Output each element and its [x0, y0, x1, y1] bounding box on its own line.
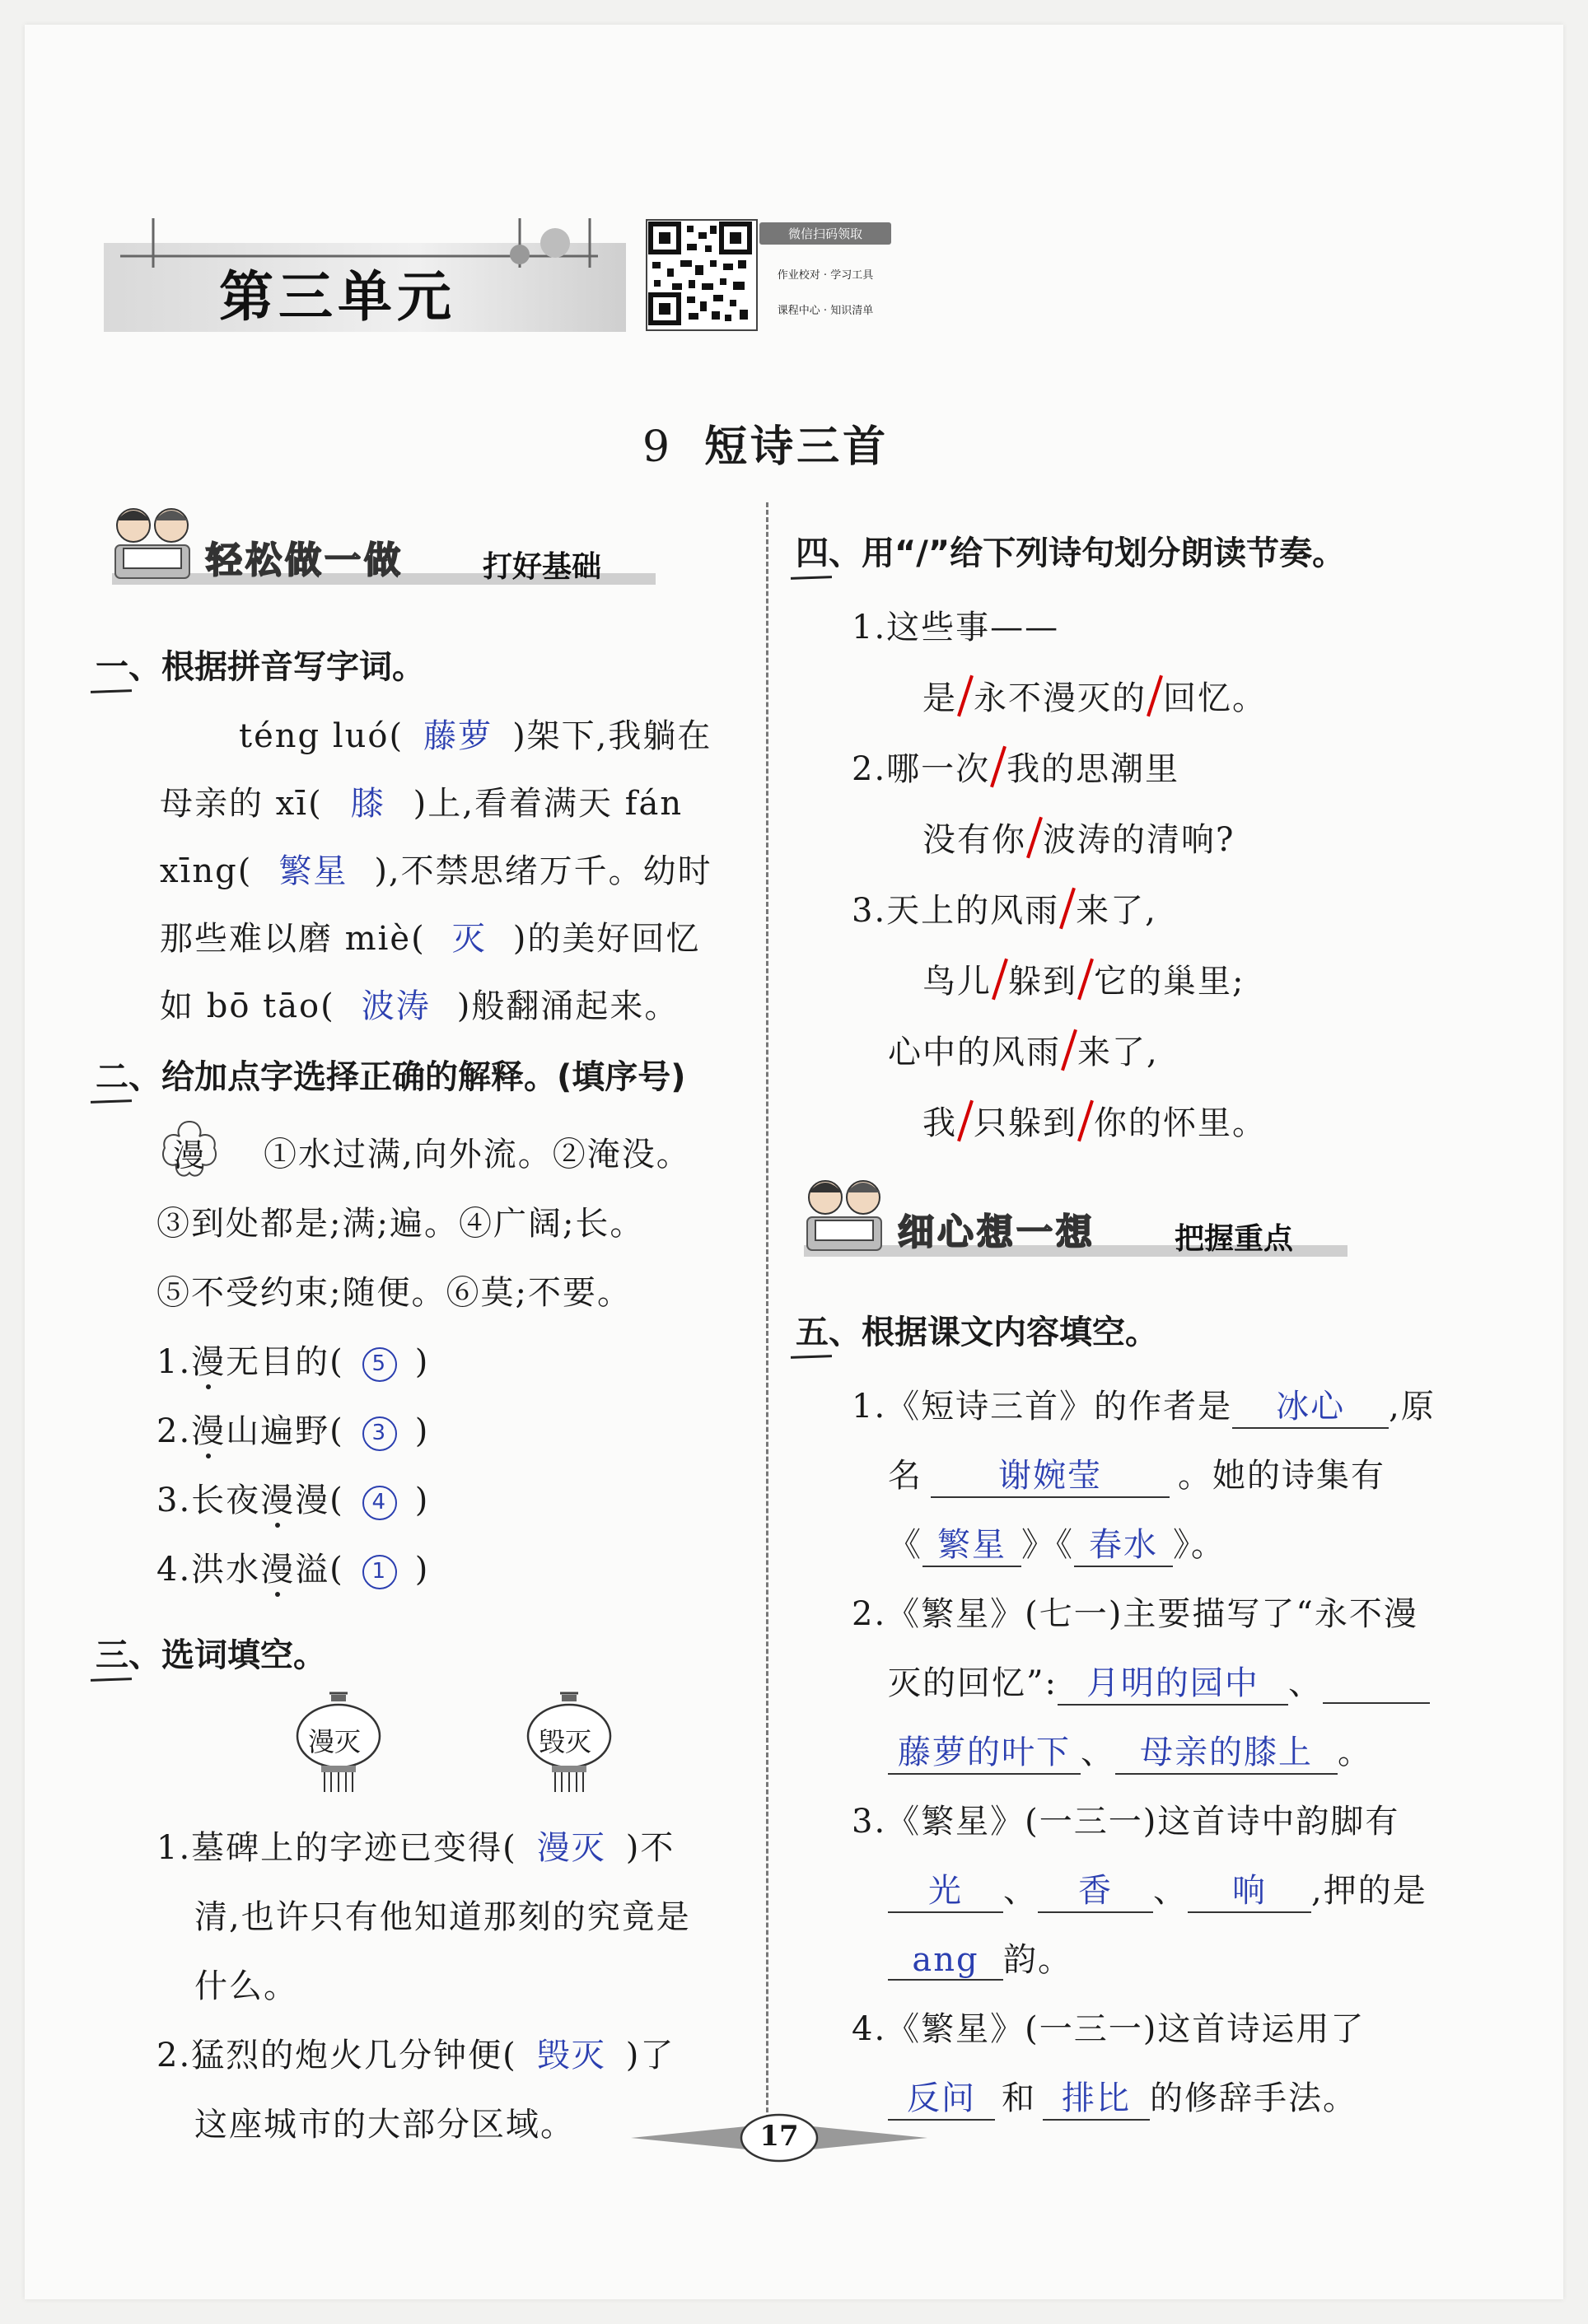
- s3-q2-post: )了: [625, 2037, 675, 2074]
- s5-answer-rhyme-3: 响: [1188, 1864, 1311, 1913]
- lesson-number: 9: [642, 422, 670, 472]
- s1-line-3: [160, 845, 712, 892]
- s4-p1-line-1: 1.这些事——: [852, 609, 1060, 646]
- s2-item-1-dotted: 漫: [191, 1336, 226, 1383]
- s5-q2-line-3: [888, 1726, 1372, 1775]
- s5-answer-rhyme-1: 光: [888, 1864, 1003, 1913]
- s1-l2-pre: 母亲的 xī(: [160, 785, 323, 823]
- banner-key-main: 细心想一想: [898, 1211, 1095, 1253]
- rhythm-slash: [990, 746, 1007, 788]
- s2-item-1: [156, 1336, 429, 1383]
- s5-q1-line-1: [852, 1380, 1436, 1429]
- rhythm-slash: [1026, 817, 1043, 859]
- s4-p2-seg-3: 没有你: [922, 821, 1026, 859]
- lantern-word-1: [293, 1690, 384, 1797]
- lantern-word-2: [524, 1690, 614, 1797]
- s4-p2-line-1: [852, 743, 1179, 790]
- s2-item-2-dotted: 漫: [191, 1405, 226, 1452]
- s5-answer-device-2: 排比: [1043, 2072, 1150, 2121]
- s5-q3-end: 韵。: [1003, 1941, 1072, 1979]
- s5-q4-and: 和: [1002, 2079, 1036, 2117]
- s4-p1-seg-2: 永不漫灭的: [974, 679, 1147, 717]
- s2-item-1-num: 1.: [156, 1343, 192, 1381]
- section-2-heading: 、给加点字选择正确的解释。(填序号): [128, 1058, 686, 1096]
- s2-item-3-close: ): [414, 1482, 430, 1519]
- s4-p1-line-2: [922, 672, 1267, 719]
- lesson-title: [642, 412, 889, 474]
- s5-q4-end: 的修辞手法。: [1150, 2079, 1357, 2117]
- rhythm-slash: [1077, 1100, 1094, 1142]
- lantern-word-1-text: 漫灭: [308, 1726, 362, 1757]
- qr-line1: 作业校对 · 学习工具: [777, 269, 874, 282]
- s4-p3-seg-6: 心中的风雨: [888, 1034, 1061, 1071]
- s4-p2-seg-4: 波涛的清响?: [1043, 821, 1235, 859]
- s3-q1-line-2: 清,也许只有他知道那刻的究竟是: [194, 1898, 691, 1936]
- s1-answer-5: 波涛: [361, 987, 431, 1025]
- s5-answer-rhyme-2: 香: [1038, 1864, 1153, 1913]
- s1-line-2: [160, 777, 683, 824]
- s1-l3-post: ),不禁思绪万千。幼时: [374, 852, 712, 890]
- s4-p3-seg-5: 它的巢里;: [1094, 963, 1245, 1001]
- s5-answer-scene-3: 母亲的膝上: [1115, 1726, 1338, 1775]
- s5-q2-line-2: [888, 1657, 1430, 1706]
- s4-p3-line-1: [852, 884, 1157, 931]
- s2-item-3-rest: 漫(: [295, 1482, 344, 1519]
- s5-q3-sep-2: 、: [1153, 1872, 1188, 1910]
- s4-p3-seg-7: 来了,: [1077, 1034, 1159, 1071]
- rhythm-slash: [992, 959, 1008, 1001]
- section-banner-key-points: [787, 1168, 1364, 1275]
- s1-line-1: [239, 710, 712, 757]
- rhythm-slash: [957, 675, 974, 717]
- s4-p3-seg-10: 你的怀里。: [1094, 1104, 1267, 1142]
- s2-item-2: [156, 1405, 429, 1452]
- banner-basics-sub: 打好基础: [483, 550, 602, 584]
- section-1-number: 一: [96, 641, 128, 688]
- s1-l3-pre: xīng(: [160, 852, 253, 890]
- s1-l5-post: )般翻涌起来。: [456, 987, 680, 1025]
- lesson-name: 短诗三首: [704, 422, 890, 472]
- s5-q4-line-2: [888, 2072, 1357, 2121]
- s3-answer-1: 漫灭: [536, 1829, 606, 1867]
- s4-p3-seg-2: 来了,: [1076, 892, 1157, 930]
- section-4-heading: 、用“/”给下列诗句划分朗读节奏。: [829, 534, 1346, 572]
- section-3-number: 三: [96, 1629, 128, 1676]
- s3-q2-pre: 2.猛烈的炮火几分钟便(: [156, 2037, 517, 2074]
- unit-banner: [104, 210, 626, 332]
- s2-answer-3: 4: [362, 1486, 397, 1520]
- s5-answer-scene-2: 藤萝的叶下: [888, 1726, 1081, 1775]
- s1-answer-4: 灭: [451, 920, 487, 958]
- s2-answer-2: 3: [362, 1416, 397, 1451]
- lantern-word-2-text: 毁灭: [539, 1726, 592, 1757]
- section-1-heading: 、根据拼音写字词。: [128, 648, 425, 686]
- rhythm-slash: [957, 1100, 974, 1142]
- s5-q2-end: 。: [1338, 1734, 1372, 1771]
- page-footer: [623, 2108, 936, 2166]
- s5-answer-device-1: 反问: [888, 2072, 995, 2121]
- s5-q1-close: 》。: [1173, 1526, 1226, 1564]
- s1-l1-post: )架下,我躺在: [512, 717, 712, 755]
- section-3-title: [96, 1629, 326, 1676]
- s4-p3-seg-8: 我: [922, 1104, 957, 1142]
- s3-q2-line-2: 这座城市的大部分区域。: [194, 2106, 575, 2144]
- s2-def-3: ⑤不受约束;随便。⑥莫;不要。: [156, 1274, 632, 1312]
- unit-title: 第三单元: [219, 265, 456, 329]
- s2-item-2-close: ): [414, 1412, 430, 1450]
- s4-p1-seg-1: 是: [922, 679, 957, 717]
- s5-q3-line-1: 3.《繁星》(一三一)这首诗中韵脚有: [852, 1803, 1400, 1841]
- s5-q4-line-1: 4.《繁星》(一三一)这首诗运用了: [852, 2010, 1366, 2048]
- qr-title: 微信扫码领取: [759, 222, 891, 245]
- s3-q1-pre: 1.墓碑上的字迹已变得(: [156, 1829, 517, 1867]
- s5-q1-line-2: [888, 1449, 1385, 1498]
- section-banner-basics: [96, 496, 672, 603]
- s5-q1-name-label: 名: [888, 1457, 922, 1495]
- s2-item-4-close: ): [414, 1551, 430, 1589]
- s5-q3-sep-1: 、: [1003, 1872, 1038, 1910]
- s5-q1-open: 《: [888, 1526, 922, 1564]
- s5-q2-pre: 灭的回忆”:: [888, 1664, 1058, 1702]
- qr-line2: 课程中心 · 知识清单: [777, 305, 874, 317]
- section-2-title: [96, 1051, 686, 1098]
- section-4-title: [796, 527, 1345, 574]
- rhythm-slash: [1059, 888, 1076, 930]
- s1-l4-pre: 那些难以磨 miè(: [160, 920, 426, 958]
- s5-answer-author: 冰心: [1232, 1380, 1389, 1429]
- s1-line-5: [160, 980, 679, 1027]
- column-divider: [766, 502, 768, 2149]
- section-4-number: 四: [796, 527, 829, 574]
- s1-answer-2: 膝: [350, 785, 385, 823]
- s1-l5-pre: 如 bō tāo(: [160, 987, 335, 1025]
- banner-key-sub: 把握重点: [1175, 1222, 1294, 1256]
- page-number: 17: [759, 2120, 799, 2153]
- section-5-number: 五: [796, 1306, 829, 1353]
- s3-q1-post: )不: [625, 1829, 675, 1867]
- s3-q1-line-1: [156, 1822, 675, 1869]
- s4-p3-seg-9: 只躲到: [974, 1104, 1077, 1142]
- qr-info: [759, 222, 891, 354]
- s5-answer-rhyme-sound: ang: [888, 1941, 1003, 1981]
- s5-q1-post: ,原: [1389, 1388, 1436, 1426]
- section-3-heading: 、选词填空。: [128, 1636, 326, 1674]
- s4-p1-seg-3: 回忆。: [1163, 679, 1267, 717]
- s2-item-1-close: ): [414, 1343, 430, 1381]
- section-2-number: 二: [96, 1051, 128, 1098]
- s5-q1-collections: 。她的诗集有: [1178, 1457, 1385, 1495]
- s1-line-4: [160, 912, 700, 959]
- s4-p3-line-4: [922, 1097, 1267, 1144]
- s5-answer-collection-2: 春水: [1074, 1519, 1173, 1567]
- s1-l4-post: )的美好回忆: [512, 920, 701, 958]
- s5-q3-line-3: [888, 1934, 1072, 1981]
- s4-p3-seg-1: 3.天上的风雨: [852, 892, 1060, 930]
- s1-answer-3: 繁星: [278, 852, 348, 890]
- s1-l2-post: )上,看着满天 fán: [413, 785, 684, 823]
- s2-item-4: [156, 1543, 429, 1590]
- workbook-page: [25, 25, 1563, 2299]
- s2-item-3-pre: 长夜: [191, 1482, 261, 1519]
- s5-answer-real-name: 谢婉莹: [931, 1449, 1170, 1498]
- section-1-title: [96, 641, 425, 688]
- s4-p3-seg-3: 鸟儿: [922, 963, 992, 1001]
- s3-answer-2: 毁灭: [536, 2037, 606, 2074]
- s2-item-4-pre: 洪水: [191, 1551, 261, 1589]
- s2-item-3-num: 3.: [156, 1482, 192, 1519]
- s5-q2-sep-2: 、: [1081, 1734, 1115, 1771]
- s5-q2-line-1: 2.《繁星》(七一)主要描写了“永不漫: [852, 1595, 1418, 1633]
- s5-q1-pre: 1.《短诗三首》的作者是: [852, 1388, 1233, 1426]
- s3-q2-line-1: [156, 2029, 675, 2076]
- s3-q1-line-3: 什么。: [194, 1967, 298, 2005]
- s1-answer-1: 藤萝: [423, 717, 493, 755]
- s2-item-2-num: 2.: [156, 1412, 192, 1450]
- rhythm-slash: [1077, 959, 1094, 1001]
- s4-p3-line-2: [922, 955, 1245, 1002]
- s2-item-3: [156, 1474, 429, 1521]
- s1-l1-pre: téng luó(: [239, 717, 404, 755]
- s2-item-2-rest: 山遍野(: [226, 1412, 344, 1450]
- s2-answer-4: 1: [362, 1555, 397, 1589]
- s5-answer-collection-1: 繁星: [922, 1519, 1021, 1567]
- s5-q1-mid: 》《: [1021, 1526, 1074, 1564]
- s2-answer-1: 5: [362, 1347, 397, 1382]
- s5-q2-sep-1: 、: [1287, 1664, 1323, 1702]
- s5-answer-scene-1: 月明的园中: [1058, 1657, 1288, 1706]
- s2-def-2: ③到处都是;满;遍。④广阔;长。: [156, 1205, 645, 1243]
- s4-p3-seg-4: 躲到: [1008, 963, 1077, 1001]
- s5-q1-line-3: [888, 1519, 1226, 1567]
- s2-def-1: ①水过满,向外流。②淹没。: [264, 1136, 691, 1174]
- s5-q2-blank-line: [1323, 1664, 1430, 1704]
- s5-q3-post: ,押的是: [1311, 1872, 1427, 1910]
- rhythm-slash: [1147, 675, 1163, 717]
- section-5-heading: 、根据课文内容填空。: [829, 1314, 1158, 1351]
- flower-char: 漫: [173, 1137, 205, 1174]
- s2-item-4-num: 4.: [156, 1551, 192, 1589]
- rhythm-slash: [1061, 1029, 1077, 1071]
- s4-p2-line-2: [922, 814, 1235, 861]
- s2-item-1-rest: 无目的(: [226, 1343, 344, 1381]
- qr-code[interactable]: [646, 219, 758, 331]
- flower-char-badge: [156, 1117, 222, 1183]
- s4-p2-seg-2: 我的思潮里: [1007, 750, 1180, 788]
- s2-item-3-dotted: 漫: [260, 1474, 295, 1521]
- s2-item-4-rest: 溢(: [295, 1551, 344, 1589]
- s4-p2-seg-1: 2.哪一次: [852, 750, 991, 788]
- s4-p3-line-3: [888, 1026, 1159, 1073]
- qr-code-icon: [647, 221, 753, 326]
- s2-item-4-dotted: 漫: [260, 1543, 295, 1590]
- banner-basics-main: 轻松做一做: [206, 539, 404, 581]
- s5-q3-line-2: [888, 1864, 1427, 1913]
- section-5-title: [796, 1306, 1158, 1353]
